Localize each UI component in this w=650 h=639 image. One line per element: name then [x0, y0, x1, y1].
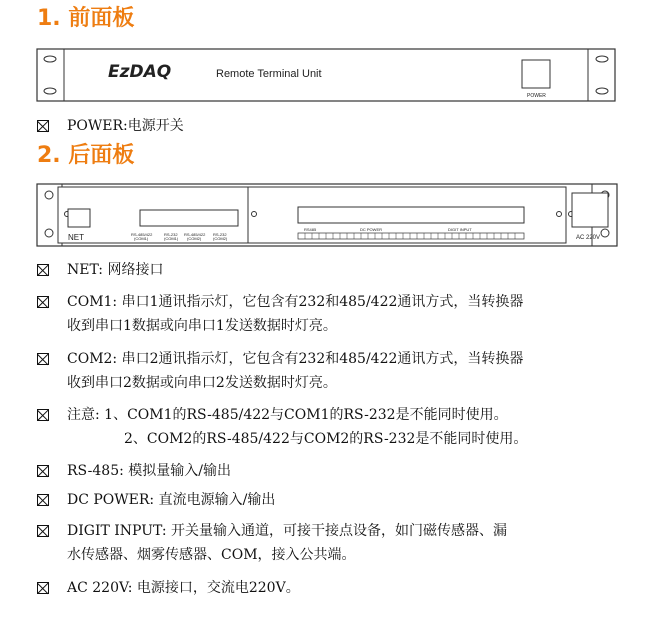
checkbox-icon	[37, 409, 49, 421]
checkbox-icon	[37, 525, 49, 537]
power-item-text: POWER:电源开关	[67, 118, 184, 134]
com-label-1b: (COM1)	[134, 236, 149, 241]
item-line: 注意: 1、COM1的RS-485/422与COM1的RS-232是不能同时使用。	[67, 407, 508, 423]
item-line: 2、COM2的RS-485/422与COM2的RS-232是不能同时使用。	[124, 431, 528, 447]
power-switch	[522, 60, 550, 88]
item-line: NET: 网络接口	[67, 262, 164, 278]
checkbox-icon	[37, 353, 49, 365]
terminal-block	[298, 233, 524, 239]
item-line: COM2: 串口2通讯指示灯，它包含有232和485/422通讯方式，当转换器	[67, 351, 524, 367]
item-notice	[37, 403, 632, 451]
item-com1	[37, 290, 632, 338]
power-switch-label: POWER	[527, 93, 546, 99]
com-label-2: RS-232	[164, 232, 178, 237]
io-display	[298, 207, 524, 223]
item-line: DIGIT INPUT: 开关量输入通道，可接干接点设备，如门磁传感器、漏	[67, 523, 508, 539]
dc-power-label: DC POWER	[360, 227, 382, 232]
checkbox-icon	[37, 494, 49, 506]
net-port	[68, 209, 90, 227]
section-2-title: 2. 后面板	[37, 143, 135, 168]
item-line: 水传感器、烟雾传感器、COM，接入公共端。	[67, 547, 356, 563]
checkbox-icon	[37, 296, 49, 308]
item-dc-power	[37, 488, 632, 512]
item-ac-220v	[37, 576, 632, 600]
item-line: 收到串口1数据或向串口1发送数据时灯亮。	[67, 318, 337, 334]
net-label: NET	[68, 233, 84, 242]
section-1-title: 1. 前面板	[37, 6, 135, 31]
item-digit-input	[37, 519, 632, 567]
item-com2	[37, 347, 632, 395]
checkbox-icon	[37, 582, 49, 594]
ac-power-socket	[572, 193, 608, 227]
item-line: AC 220V: 电源接口，交流电220V。	[67, 580, 300, 596]
item-line: DC POWER: 直流电源输入/输出	[67, 492, 276, 508]
com-label-3b: (COM2)	[187, 236, 202, 241]
rear-panel-diagram	[36, 183, 618, 247]
com-label-4b: (COM2)	[213, 236, 228, 241]
item-line: 收到串口2数据或向串口2发送数据时灯亮。	[67, 375, 337, 391]
item-net	[37, 258, 632, 282]
ac-label: AC 220V	[576, 235, 601, 241]
com-label-1: RS-485/422	[131, 232, 153, 237]
front-label: Remote Terminal Unit	[216, 68, 322, 80]
item-line: COM1: 串口1通讯指示灯，它包含有232和485/422通讯方式，当转换器	[67, 294, 524, 310]
item-rs485	[37, 459, 632, 483]
com-port-block	[140, 210, 238, 226]
digit-input-label: DIGIT INPUT	[448, 227, 472, 232]
power-item	[37, 114, 632, 138]
com-label-2b: (COM1)	[164, 236, 179, 241]
rs485-label: RS485	[304, 227, 317, 232]
checkbox-icon	[37, 264, 49, 276]
com-label-3: RS-485/422	[184, 232, 206, 237]
com-label-4: RS-232	[213, 232, 227, 237]
checkbox-icon	[37, 120, 49, 132]
item-line: RS-485: 模拟量输入/输出	[67, 463, 231, 479]
front-panel-diagram	[36, 48, 616, 102]
brand-logo: EzDAQ	[108, 62, 172, 82]
checkbox-icon	[37, 465, 49, 477]
